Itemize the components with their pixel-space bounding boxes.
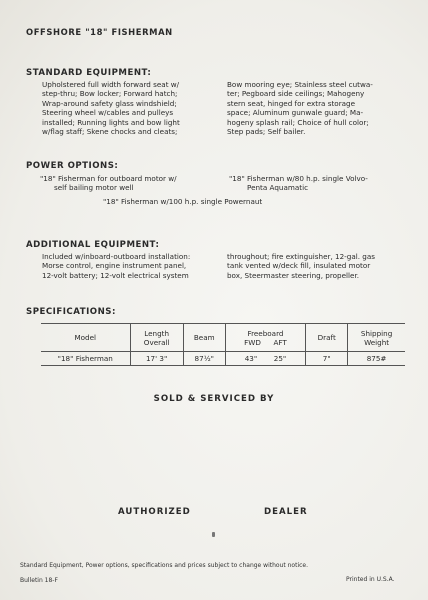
header-draft: Draft bbox=[306, 324, 348, 352]
header-beam: Beam bbox=[183, 324, 225, 352]
cell-length: 17' 3" bbox=[130, 352, 183, 366]
header-weight bbox=[348, 324, 405, 352]
text-line: Upholstered full width forward seat w/ bbox=[42, 80, 180, 89]
header-fwd: FWD bbox=[244, 337, 261, 347]
cell-fwd: 43" bbox=[244, 354, 258, 363]
header-line: Length bbox=[144, 328, 170, 338]
disclaimer-text: Standard Equipment, Power options, specifications and prices subject to change without notice. bbox=[20, 562, 309, 569]
power-option-outboard bbox=[40, 174, 230, 193]
text-line: Bow mooring eye; Stainless steel cutwa- bbox=[227, 80, 373, 89]
cell-freeboard bbox=[225, 352, 306, 366]
text-line: 12-volt battery; 12-volt electrical system bbox=[42, 270, 189, 280]
freeboard-sub bbox=[226, 338, 306, 347]
cell-draft: 7" bbox=[306, 352, 348, 366]
text-line: space; Aluminum gunwale guard; Ma- bbox=[227, 108, 364, 118]
header-freeboard bbox=[225, 324, 306, 352]
text-line: "18" Fisherman w/80 h.p. single Volvo- bbox=[229, 174, 368, 183]
bulletin-number: Bulletin 18-F bbox=[20, 577, 58, 584]
text-line: stern seat, hinged for extra storage bbox=[227, 98, 356, 108]
printed-in: Printed in U.S.A. bbox=[346, 576, 395, 583]
authorized-label: AUTHORIZED bbox=[118, 507, 191, 517]
sold-serviced-by: SOLD & SERVICED BY bbox=[153, 394, 275, 404]
text-line: Included w/inboard-outboard installation: bbox=[42, 252, 191, 261]
standard-equipment-right bbox=[227, 80, 417, 136]
power-option-powernaut: "18" Fisherman w/100 h.p. single Powernaut bbox=[103, 197, 263, 206]
standard-equipment-heading: STANDARD EQUIPMENT: bbox=[26, 68, 152, 78]
cell-aft: 25" bbox=[273, 354, 287, 363]
cell-beam: 87½" bbox=[183, 352, 225, 366]
dealer-label: DEALER bbox=[264, 507, 308, 517]
additional-equipment-right bbox=[227, 252, 417, 280]
header-aft: AFT bbox=[273, 337, 287, 347]
text-line: w/flag staff; Skene chocks and cleats; bbox=[42, 127, 178, 137]
text-line: Steering wheel w/cables and pulleys bbox=[42, 108, 174, 118]
table-header-row bbox=[41, 324, 405, 352]
table-row bbox=[41, 352, 405, 366]
specifications-heading: SPECIFICATIONS: bbox=[26, 307, 116, 317]
text-line: "18" Fisherman for outboard motor w/ bbox=[40, 174, 177, 183]
text-line: Morse control, engine instrument panel, bbox=[42, 261, 187, 271]
text-line: step-thru; Bow locker; Forward hatch; bbox=[42, 89, 178, 99]
text-line: installed; Running lights and bow light bbox=[42, 117, 180, 127]
header-length bbox=[130, 324, 183, 352]
additional-equipment-left bbox=[42, 252, 232, 280]
text-line: Wrap-around safety glass windshield; bbox=[42, 98, 177, 108]
specifications-table bbox=[41, 323, 405, 366]
text-line: tank vented w/deck fill, insulated motor bbox=[227, 261, 371, 271]
cell-weight: 875# bbox=[348, 352, 405, 366]
text-line: hogeny splash rail; Choice of hull color; bbox=[227, 117, 369, 127]
additional-equipment-heading: ADDITIONAL EQUIPMENT: bbox=[26, 240, 160, 250]
text-line: Step pads; Self bailer. bbox=[227, 127, 306, 137]
text-line: box, Steermaster steering, propeller. bbox=[227, 270, 360, 280]
power-option-volvo bbox=[229, 174, 419, 193]
standard-equipment-left bbox=[42, 80, 232, 136]
header-line: Overall bbox=[143, 337, 170, 347]
text-line: Penta Aquamatic bbox=[247, 183, 309, 193]
header-line: Shipping bbox=[360, 328, 393, 338]
power-options-heading: POWER OPTIONS: bbox=[26, 161, 119, 171]
header-line: Freeboard bbox=[247, 328, 284, 338]
text-line: throughout; fire extinguisher, 12-gal. gas bbox=[227, 252, 376, 261]
cell-model: "18" Fisherman bbox=[41, 352, 130, 366]
document-title: OFFSHORE "18" FISHERMAN bbox=[26, 27, 173, 37]
text-line: self bailing motor well bbox=[54, 183, 134, 193]
text-line: ter; Pegboard side ceilings; Mahogeny bbox=[227, 89, 365, 99]
staple-mark bbox=[212, 532, 215, 537]
header-line: Weight bbox=[364, 337, 390, 347]
header-model: Model bbox=[41, 324, 130, 352]
